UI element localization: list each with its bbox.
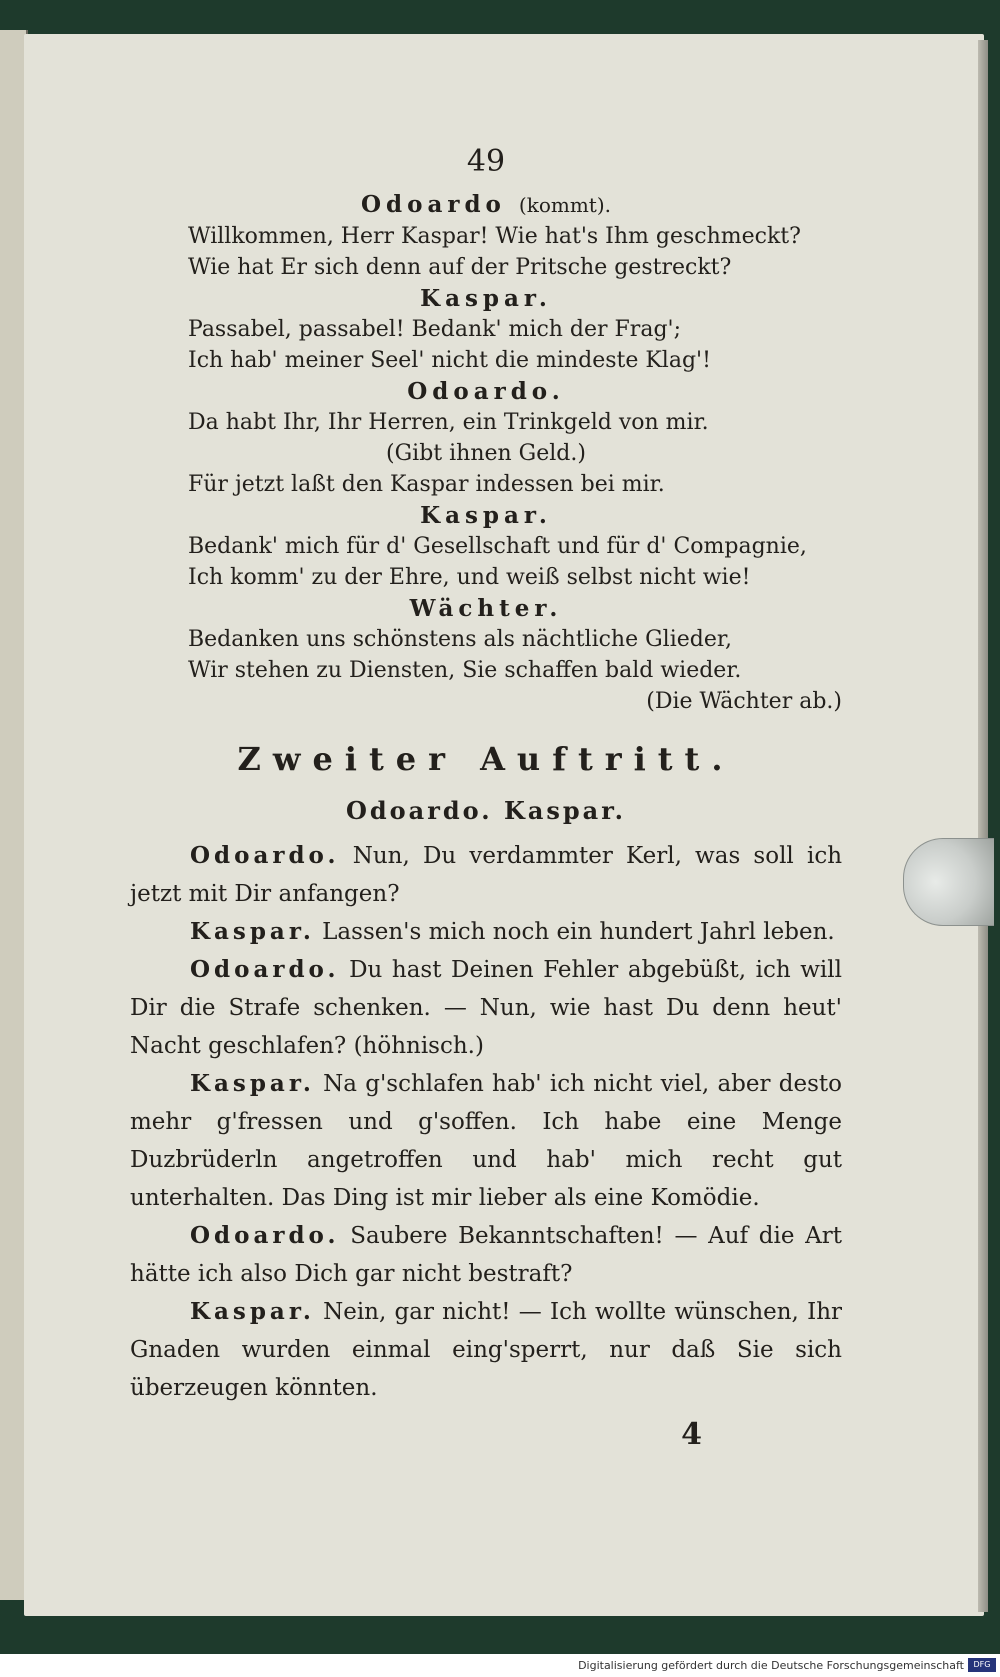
speaker-name: Kaspar. (190, 1298, 315, 1325)
dialogue-paragraph (130, 1065, 842, 1217)
dfg-logo: DFG (968, 1658, 996, 1672)
verse-line: Ich hab' meiner Seel' nicht die mindeste Klag'! (188, 348, 711, 373)
speaker-line (130, 189, 842, 221)
verse-line: Passabel, passabel! Bedank' mich der Frag'; (188, 317, 681, 342)
verse-line: Bedank' mich für d' Gesellschaft und für d' Compagnie, (188, 534, 807, 559)
speaker-line: Odoardo. (407, 378, 565, 405)
page-content (130, 120, 842, 1452)
speaker-name: Odoardo. (190, 1222, 340, 1249)
speaker-name: Kaspar. (190, 1070, 315, 1097)
verse-line: Für jetzt laßt den Kaspar indessen bei mir. (188, 472, 665, 497)
dialogue-paragraph (130, 951, 842, 1065)
verse-line: Da habt Ihr, Ihr Herren, ein Trinkgeld von mir. (188, 410, 709, 435)
verse-line: Wir stehen zu Diensten, Sie schaffen bald wieder. (188, 658, 742, 683)
stage-direction: (Die Wächter ab.) (646, 689, 842, 714)
speaker-name: Odoardo. (190, 842, 340, 869)
page-edge (978, 40, 988, 1612)
speaker-line: Wächter. (409, 595, 563, 622)
dialogue-text: Saubere Bekanntschaften! — Auf die Art hätte ich also Dich gar nicht bestraft? (130, 1223, 842, 1287)
stage-direction: (Gibt ihnen Geld.) (386, 441, 586, 466)
footer-credit (0, 1654, 1000, 1677)
dialogue-text: Du hast Deinen Fehler abgebüßt, ich will Dir die Strafe schenken. — Nun, wie hast Du denn heut' Nacht geschlafen? (höhnisch.) (130, 957, 843, 1059)
scene-heading: Zweiter Auftritt. (237, 740, 735, 778)
bookmark-tab[interactable] (903, 838, 994, 926)
verse-line: Wie hat Er sich denn auf der Pritsche gestreckt? (188, 255, 732, 280)
speaker-name: Kaspar. (190, 918, 315, 945)
dialogue-text: Lassen's mich noch ein hundert Jahrl leben. (322, 919, 835, 945)
dialogue-text: Nein, gar nicht! — Ich wollte wünschen, Ihr Gnaden wurden einmal eing'sperrt, nur daß Sie sich überzeugen könnten. (130, 1299, 842, 1401)
dialogue-text: Na g'schlafen hab' ich nicht viel, aber desto mehr g'fressen und g'soffen. Ich habe eine Menge Duzbrüderln angetroffen und hab' mich recht gut unterhalten. Das Ding ist mir lieber als eine Komödie. (130, 1071, 842, 1211)
verse-line: Bedanken uns schönstens als nächtliche Glieder, (188, 627, 732, 652)
dialogue-paragraph (130, 1217, 842, 1293)
speaker-name: Odoardo (360, 191, 506, 218)
scene-persons: Odoardo. Kaspar. (345, 796, 627, 825)
dialogue-paragraph (130, 913, 842, 951)
speaker-name: Odoardo. (190, 956, 340, 983)
page-number: 49 (466, 144, 506, 179)
speaker-line: Kaspar. (420, 502, 552, 529)
dialogue-paragraph (130, 1293, 842, 1407)
signature-mark: 4 (681, 1417, 702, 1452)
stage-direction: (kommt). (518, 193, 611, 217)
verse-line: Ich komm' zu der Ehre, und weiß selbst nicht wie! (188, 565, 751, 590)
dialogue-text: Nun, Du verdammter Kerl, was soll ich jetzt mit Dir anfangen? (130, 843, 843, 907)
credit-text: Digitalisierung gefördert durch die Deutsche Forschungsgemeinschaft (578, 1659, 964, 1672)
speaker-line: Kaspar. (420, 285, 552, 312)
dialogue-paragraph (130, 837, 842, 913)
verse-line: Willkommen, Herr Kaspar! Wie hat's Ihm geschmeckt? (188, 224, 801, 249)
